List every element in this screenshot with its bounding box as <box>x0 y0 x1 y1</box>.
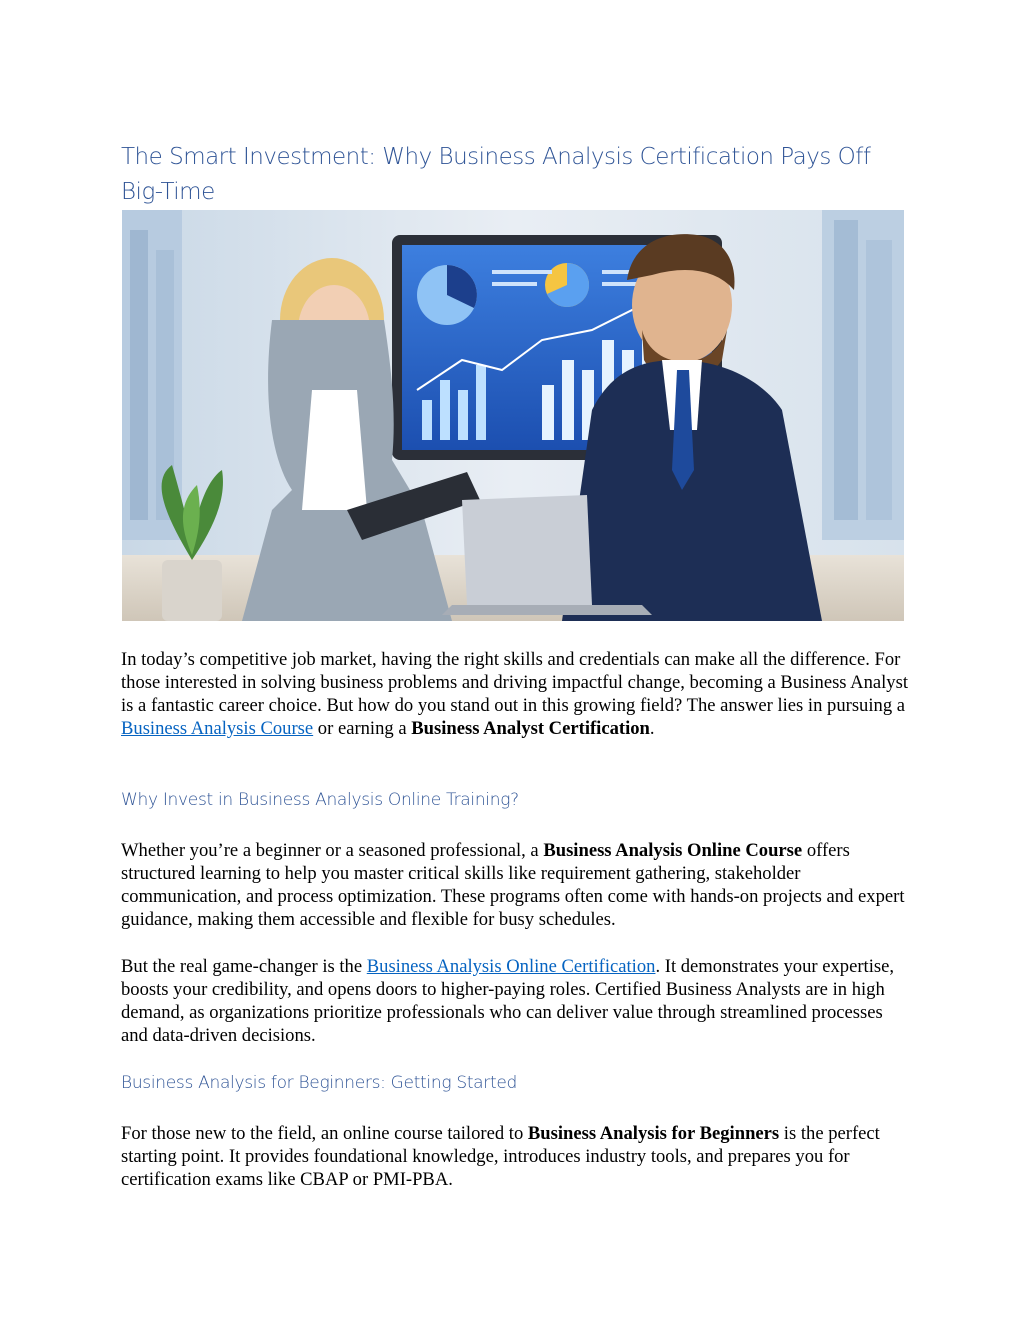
online-course-text-1: Whether you’re a beginner or a seasoned professional, a <box>121 840 544 861</box>
beginners-bold: Business Analysis for Beginners <box>527 1123 780 1144</box>
intro-text-1: In today’s competitive job market, having the right skills and credentials can make all the difference. For those interested in solving business problems and driving impactful change, becoming a Business Analyst is a fantastic career choice. But how do you stand out in this growing field? The answer lies in pursuing a <box>121 649 909 716</box>
certification-text-1: But the real game-changer is the <box>121 956 367 977</box>
business-meeting-photo-icon <box>122 210 904 621</box>
online-course-text-2: offers structured learning to help you master critical skills like requirement gathering, stakeholder communication, and process optimization. These programs often come with hands-on projects and expert guidance, making them accessible and flexible for busy schedules. <box>121 840 905 930</box>
intro-bold-certification: Business Analyst Certification <box>411 718 650 739</box>
online-course-bold: Business Analysis Online Course <box>543 840 803 861</box>
online-course-paragraph <box>121 839 911 931</box>
beginners-paragraph <box>121 1122 911 1191</box>
hero-image <box>122 210 904 621</box>
beginners-text-2: is the perfect starting point. It provides foundational knowledge, introduces industry tools, and prepares you for certification exams like CBAP or PMI-PBA. <box>121 1123 880 1190</box>
intro-paragraph <box>121 648 911 740</box>
page-title: The Smart Investment: Why Business Analysis Certification Pays Off Big-Time <box>121 144 871 205</box>
intro-text-2: or earning a <box>313 718 412 739</box>
intro-text-3: . <box>649 718 655 739</box>
business-analysis-course-link[interactable]: Business Analysis Course <box>121 718 314 739</box>
certification-paragraph <box>121 955 911 1047</box>
online-certification-link[interactable]: Business Analysis Online Certification <box>366 956 656 977</box>
certification-text-2: . It demonstrates your expertise, boosts your credibility, and opens doors to higher-paying roles. Certified Business Analysts are in high demand, as organizations prioritize professionals who can deliver value through streamlined processes and data-driven decisions. <box>121 956 895 1046</box>
heading-why-invest: Why Invest in Business Analysis Online Training? <box>121 790 519 810</box>
beginners-text-1: For those new to the field, an online course tailored to <box>121 1123 528 1144</box>
heading-beginners: Business Analysis for Beginners: Getting Started <box>121 1073 518 1093</box>
